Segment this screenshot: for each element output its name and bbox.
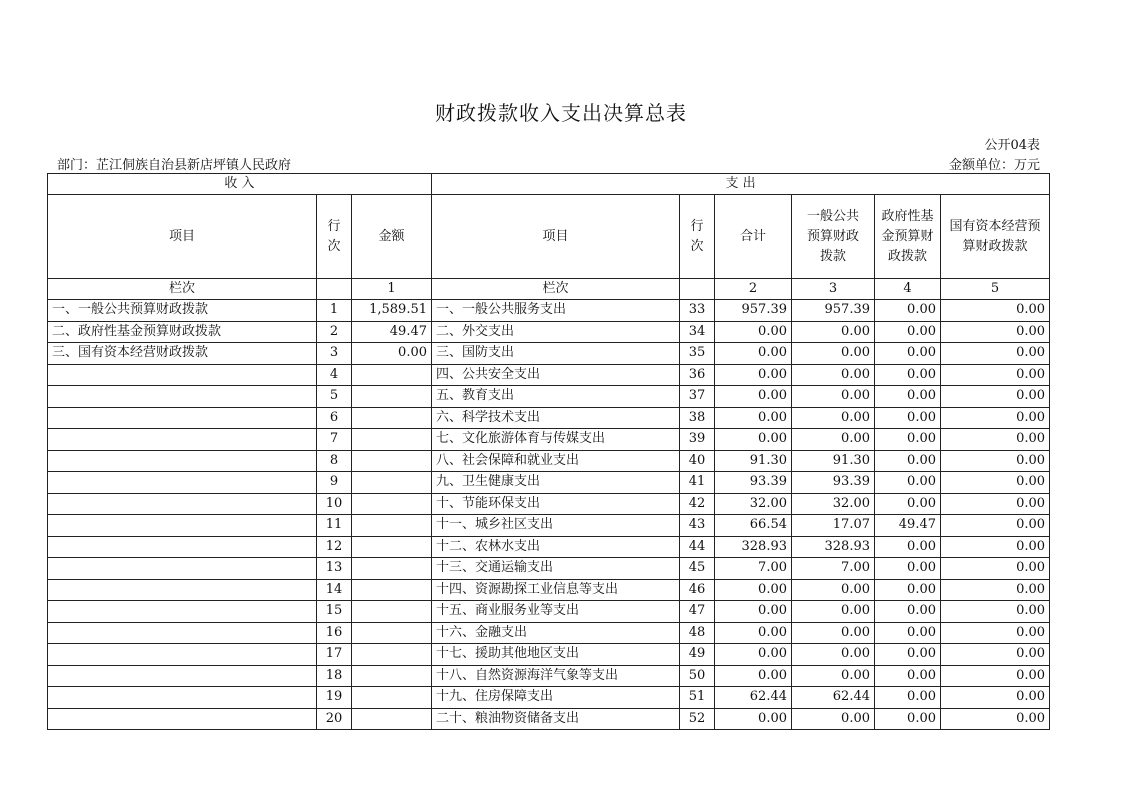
income-item xyxy=(48,536,317,558)
table-row xyxy=(48,343,1050,365)
expense-item: 十、节能环保支出 xyxy=(432,493,680,515)
general-budget-amount: 0.00 xyxy=(792,429,875,451)
header-income-amount: 金额 xyxy=(352,195,432,279)
total-amount: 0.00 xyxy=(715,386,792,408)
gov-fund-amount: 0.00 xyxy=(875,622,941,644)
total-amount: 0.00 xyxy=(715,579,792,601)
state-capital-amount: 0.00 xyxy=(941,708,1050,730)
expense-item: 二十、粮油物资储备支出 xyxy=(432,708,680,730)
table-row xyxy=(48,708,1050,730)
budget-table xyxy=(47,173,1050,730)
general-budget-amount: 0.00 xyxy=(792,622,875,644)
gov-fund-amount: 0.00 xyxy=(875,536,941,558)
table-row xyxy=(48,407,1050,429)
general-budget-amount: 0.00 xyxy=(792,601,875,623)
income-amount xyxy=(352,708,432,730)
state-capital-amount: 0.00 xyxy=(941,300,1050,322)
income-item: 一、一般公共预算财政拨款 xyxy=(48,300,317,322)
total-amount: 0.00 xyxy=(715,644,792,666)
expense-row-no: 34 xyxy=(680,321,715,343)
total-amount: 328.93 xyxy=(715,536,792,558)
gov-fund-amount: 0.00 xyxy=(875,343,941,365)
expense-item: 十九、住房保障支出 xyxy=(432,687,680,709)
expense-row-no: 47 xyxy=(680,601,715,623)
total-amount: 0.00 xyxy=(715,708,792,730)
state-capital-amount: 0.00 xyxy=(941,364,1050,386)
page-title: 财政拨款收入支出决算总表 xyxy=(435,101,687,125)
general-budget-amount: 93.39 xyxy=(792,472,875,494)
state-capital-amount: 0.00 xyxy=(941,515,1050,537)
income-row-no: 1 xyxy=(317,300,352,322)
expense-item: 四、公共安全支出 xyxy=(432,364,680,386)
state-capital-amount: 0.00 xyxy=(941,644,1050,666)
expense-item: 三、国防支出 xyxy=(432,343,680,365)
column-header-row xyxy=(48,195,1050,279)
unit-label: 金额单位：万元 xyxy=(948,158,1040,173)
expense-row-no: 48 xyxy=(680,622,715,644)
state-capital-amount: 0.00 xyxy=(941,536,1050,558)
expense-row-no: 40 xyxy=(680,450,715,472)
general-budget-amount: 0.00 xyxy=(792,364,875,386)
gov-fund-amount: 0.00 xyxy=(875,321,941,343)
table-row xyxy=(48,515,1050,537)
expense-row-no: 50 xyxy=(680,665,715,687)
state-capital-amount: 0.00 xyxy=(941,665,1050,687)
general-budget-amount: 957.39 xyxy=(792,300,875,322)
expense-item: 十八、自然资源海洋气象等支出 xyxy=(432,665,680,687)
state-capital-amount: 0.00 xyxy=(941,601,1050,623)
gov-fund-amount: 0.00 xyxy=(875,665,941,687)
gov-fund-amount: 0.00 xyxy=(875,472,941,494)
expense-row-no: 37 xyxy=(680,386,715,408)
state-capital-amount: 0.00 xyxy=(941,622,1050,644)
income-amount xyxy=(352,407,432,429)
col-empty xyxy=(317,279,352,300)
col-number-5: 5 xyxy=(941,279,1050,300)
expense-item: 十四、资源勘探工业信息等支出 xyxy=(432,579,680,601)
state-capital-amount: 0.00 xyxy=(941,386,1050,408)
expense-row-no: 49 xyxy=(680,644,715,666)
income-row-no: 4 xyxy=(317,364,352,386)
table-row xyxy=(48,450,1050,472)
col-number-4: 4 xyxy=(875,279,941,300)
gov-fund-amount: 0.00 xyxy=(875,493,941,515)
expense-item: 六、科学技术支出 xyxy=(432,407,680,429)
section-header-row xyxy=(48,174,1050,195)
header-gov-fund: 政府性基金预算财政拨款 xyxy=(875,195,941,279)
income-amount xyxy=(352,601,432,623)
gov-fund-amount: 0.00 xyxy=(875,579,941,601)
general-budget-amount: 0.00 xyxy=(792,665,875,687)
income-row-no: 3 xyxy=(317,343,352,365)
table-row xyxy=(48,622,1050,644)
total-amount: 0.00 xyxy=(715,364,792,386)
expense-item: 九、卫生健康支出 xyxy=(432,472,680,494)
income-item xyxy=(48,579,317,601)
income-row-no: 12 xyxy=(317,536,352,558)
income-row-no: 15 xyxy=(317,601,352,623)
expense-item: 一、一般公共服务支出 xyxy=(432,300,680,322)
income-row-no: 14 xyxy=(317,579,352,601)
income-amount: 1,589.51 xyxy=(352,300,432,322)
total-amount: 66.54 xyxy=(715,515,792,537)
table-row xyxy=(48,472,1050,494)
income-item xyxy=(48,515,317,537)
expense-row-no: 43 xyxy=(680,515,715,537)
income-row-no: 20 xyxy=(317,708,352,730)
table-row xyxy=(48,644,1050,666)
income-item xyxy=(48,407,317,429)
header-total: 合计 xyxy=(715,195,792,279)
general-budget-amount: 32.00 xyxy=(792,493,875,515)
total-amount: 0.00 xyxy=(715,429,792,451)
income-amount xyxy=(352,665,432,687)
expense-row-no: 35 xyxy=(680,343,715,365)
header-state-capital: 国有资本经营预算财政拨款 xyxy=(941,195,1050,279)
income-item: 二、政府性基金预算财政拨款 xyxy=(48,321,317,343)
gov-fund-amount: 0.00 xyxy=(875,300,941,322)
state-capital-amount: 0.00 xyxy=(941,450,1050,472)
table-row xyxy=(48,386,1050,408)
table-row xyxy=(48,579,1050,601)
gov-fund-amount: 0.00 xyxy=(875,644,941,666)
income-item xyxy=(48,601,317,623)
gov-fund-amount: 49.47 xyxy=(875,515,941,537)
expense-item: 八、社会保障和就业支出 xyxy=(432,450,680,472)
total-amount: 0.00 xyxy=(715,407,792,429)
total-amount: 0.00 xyxy=(715,601,792,623)
total-amount: 7.00 xyxy=(715,558,792,580)
gov-fund-amount: 0.00 xyxy=(875,429,941,451)
expense-item: 二、外交支出 xyxy=(432,321,680,343)
table-row xyxy=(48,665,1050,687)
income-amount xyxy=(352,644,432,666)
income-row-no: 16 xyxy=(317,622,352,644)
income-amount: 0.00 xyxy=(352,343,432,365)
state-capital-amount: 0.00 xyxy=(941,429,1050,451)
state-capital-amount: 0.00 xyxy=(941,321,1050,343)
table-row xyxy=(48,558,1050,580)
income-row-no: 19 xyxy=(317,687,352,709)
form-code: 公开04表 xyxy=(984,138,1040,153)
col-label-income: 栏次 xyxy=(48,279,317,300)
gov-fund-amount: 0.00 xyxy=(875,450,941,472)
expense-row-no: 51 xyxy=(680,687,715,709)
section-expense: 支 出 xyxy=(432,174,1050,195)
income-amount xyxy=(352,558,432,580)
total-amount: 0.00 xyxy=(715,343,792,365)
col-number-1: 1 xyxy=(352,279,432,300)
income-row-no: 2 xyxy=(317,321,352,343)
income-item xyxy=(48,429,317,451)
gov-fund-amount: 0.00 xyxy=(875,407,941,429)
col-number-3: 3 xyxy=(792,279,875,300)
expense-item: 十六、金融支出 xyxy=(432,622,680,644)
expense-row-no: 33 xyxy=(680,300,715,322)
expense-row-no: 39 xyxy=(680,429,715,451)
expense-row-no: 44 xyxy=(680,536,715,558)
col-label-expense: 栏次 xyxy=(432,279,680,300)
income-item xyxy=(48,450,317,472)
income-item xyxy=(48,665,317,687)
table-row xyxy=(48,300,1050,322)
expense-item: 十三、交通运输支出 xyxy=(432,558,680,580)
table-row xyxy=(48,429,1050,451)
income-amount xyxy=(352,579,432,601)
expense-item: 十一、城乡社区支出 xyxy=(432,515,680,537)
expense-item: 十二、农林水支出 xyxy=(432,536,680,558)
total-amount: 957.39 xyxy=(715,300,792,322)
table-row xyxy=(48,321,1050,343)
expense-row-no: 42 xyxy=(680,493,715,515)
income-row-no: 10 xyxy=(317,493,352,515)
header-expense-item: 项目 xyxy=(432,195,680,279)
general-budget-amount: 62.44 xyxy=(792,687,875,709)
expense-row-no: 38 xyxy=(680,407,715,429)
income-row-no: 8 xyxy=(317,450,352,472)
income-item xyxy=(48,472,317,494)
state-capital-amount: 0.00 xyxy=(941,472,1050,494)
income-amount xyxy=(352,450,432,472)
income-row-no: 13 xyxy=(317,558,352,580)
income-item xyxy=(48,386,317,408)
income-item xyxy=(48,708,317,730)
income-amount xyxy=(352,472,432,494)
expense-item: 五、教育支出 xyxy=(432,386,680,408)
income-amount xyxy=(352,493,432,515)
income-amount xyxy=(352,386,432,408)
expense-row-no: 36 xyxy=(680,364,715,386)
expense-row-no: 41 xyxy=(680,472,715,494)
income-row-no: 17 xyxy=(317,644,352,666)
general-budget-amount: 0.00 xyxy=(792,343,875,365)
general-budget-amount: 0.00 xyxy=(792,321,875,343)
gov-fund-amount: 0.00 xyxy=(875,687,941,709)
income-row-no: 11 xyxy=(317,515,352,537)
table-row xyxy=(48,364,1050,386)
expense-item: 七、文化旅游体育与传媒支出 xyxy=(432,429,680,451)
total-amount: 0.00 xyxy=(715,321,792,343)
gov-fund-amount: 0.00 xyxy=(875,708,941,730)
income-amount xyxy=(352,622,432,644)
income-item xyxy=(48,644,317,666)
table-row xyxy=(48,493,1050,515)
section-income: 收 入 xyxy=(48,174,432,195)
income-item xyxy=(48,493,317,515)
col-empty xyxy=(680,279,715,300)
table-row xyxy=(48,687,1050,709)
gov-fund-amount: 0.00 xyxy=(875,558,941,580)
total-amount: 0.00 xyxy=(715,622,792,644)
general-budget-amount: 328.93 xyxy=(792,536,875,558)
state-capital-amount: 0.00 xyxy=(941,493,1050,515)
income-row-no: 9 xyxy=(317,472,352,494)
total-amount: 32.00 xyxy=(715,493,792,515)
state-capital-amount: 0.00 xyxy=(941,407,1050,429)
expense-row-no: 52 xyxy=(680,708,715,730)
income-item xyxy=(48,687,317,709)
gov-fund-amount: 0.00 xyxy=(875,601,941,623)
income-amount xyxy=(352,687,432,709)
income-row-no: 5 xyxy=(317,386,352,408)
income-amount: 49.47 xyxy=(352,321,432,343)
income-amount xyxy=(352,515,432,537)
general-budget-amount: 17.07 xyxy=(792,515,875,537)
table-row xyxy=(48,536,1050,558)
general-budget-amount: 0.00 xyxy=(792,407,875,429)
general-budget-amount: 0.00 xyxy=(792,644,875,666)
expense-row-no: 45 xyxy=(680,558,715,580)
header-expense-row-no: 行次 xyxy=(680,195,715,279)
income-item xyxy=(48,364,317,386)
income-item: 三、国有资本经营财政拨款 xyxy=(48,343,317,365)
income-row-no: 18 xyxy=(317,665,352,687)
column-number-row xyxy=(48,279,1050,300)
general-budget-amount: 0.00 xyxy=(792,708,875,730)
income-amount xyxy=(352,429,432,451)
total-amount: 0.00 xyxy=(715,665,792,687)
header-income-row-no: 行次 xyxy=(317,195,352,279)
state-capital-amount: 0.00 xyxy=(941,687,1050,709)
income-row-no: 6 xyxy=(317,407,352,429)
total-amount: 91.30 xyxy=(715,450,792,472)
header-income-item: 项目 xyxy=(48,195,317,279)
total-amount: 62.44 xyxy=(715,687,792,709)
general-budget-amount: 91.30 xyxy=(792,450,875,472)
expense-item: 十五、商业服务业等支出 xyxy=(432,601,680,623)
income-amount xyxy=(352,536,432,558)
department-label: 部门：芷江侗族自治县新店坪镇人民政府 xyxy=(57,158,292,173)
state-capital-amount: 0.00 xyxy=(941,343,1050,365)
gov-fund-amount: 0.00 xyxy=(875,386,941,408)
total-amount: 93.39 xyxy=(715,472,792,494)
income-row-no: 7 xyxy=(317,429,352,451)
col-number-2: 2 xyxy=(715,279,792,300)
table-row xyxy=(48,601,1050,623)
general-budget-amount: 7.00 xyxy=(792,558,875,580)
state-capital-amount: 0.00 xyxy=(941,558,1050,580)
income-item xyxy=(48,622,317,644)
header-general-budget: 一般公共预算财政拨款 xyxy=(792,195,875,279)
general-budget-amount: 0.00 xyxy=(792,579,875,601)
state-capital-amount: 0.00 xyxy=(941,579,1050,601)
income-amount xyxy=(352,364,432,386)
expense-row-no: 46 xyxy=(680,579,715,601)
gov-fund-amount: 0.00 xyxy=(875,364,941,386)
income-item xyxy=(48,558,317,580)
expense-item: 十七、援助其他地区支出 xyxy=(432,644,680,666)
general-budget-amount: 0.00 xyxy=(792,386,875,408)
